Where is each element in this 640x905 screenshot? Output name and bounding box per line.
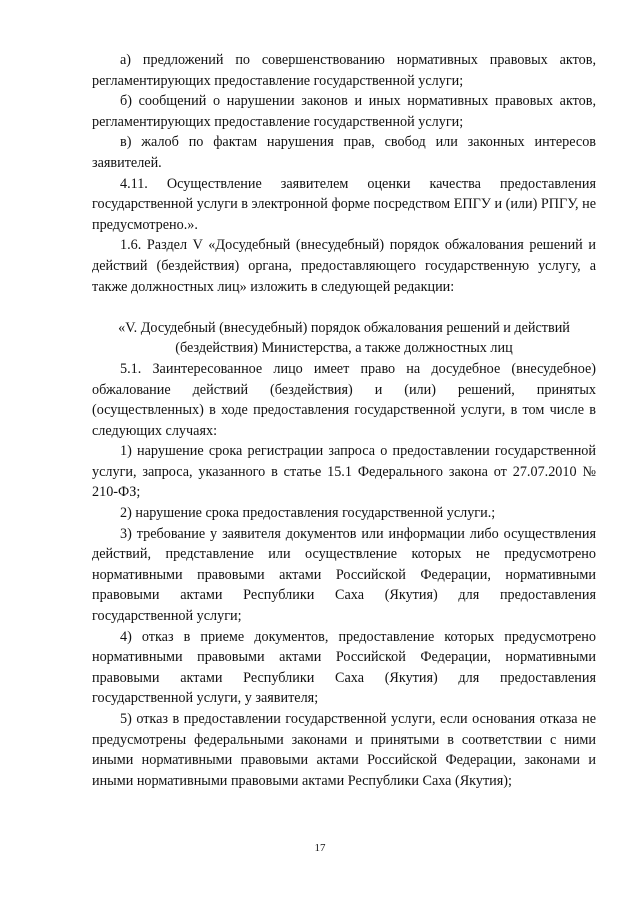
paragraph-5-1: 5.1. Заинтересованное лицо имеет право на досудебное (внесудебное) обжалование действий (бездействия) и (или) решений, принятых (осуществленных) в ходе предоставления государственной услуги, в том числе в следующих случаях: [92, 360, 596, 439]
list-item-2: 2) нарушение срока предоставления государственной услуги.; [120, 505, 496, 522]
paragraph-1-6: 1.6. Раздел V «Досудебный (внесудебный) порядок обжалования решений и действий (бездействия) органа, предоставляющего государственную услугу, а также должностных лиц» изложить в следующей редакции: [92, 237, 596, 295]
paragraph-item-b: б) сообщений о нарушении законов и иных нормативных правовых актов, регламентирующих предоставление государственной услуги; [92, 93, 596, 130]
paragraph-item-v: в) жалоб по фактам нарушения прав, свобод или законных интересов заявителей. [92, 134, 596, 171]
page-number: 17 [314, 842, 326, 854]
section-heading: «V. Досудебный (внесудебный) порядок обжалования решений и действий (бездействия) Министерства, а также должностных лиц [118, 319, 570, 357]
paragraph-item-a: а) предложений по совершенствованию нормативных правовых актов, регламентирующих предоставление государственной услуги; [92, 52, 596, 89]
list-item-1: 1) нарушение срока регистрации запроса о предоставлении государственной услуги, запроса, указанного в статье 15.1 Федерального закона от 27.07.2010 № 210-ФЗ; [92, 443, 596, 501]
blank-line [92, 297, 596, 318]
paragraph-4-11: 4.11. Осуществление заявителем оценки качества предоставления государственной услуги в электронной форме посредством ЕПГУ и (или) РПГУ, не предусмотрено.». [92, 175, 596, 233]
list-item-4: 4) отказ в приеме документов, предоставление которых предусмотрено нормативными правовыми актами Российской Федерации, нормативными правовыми актами Республики Саха (Якутия) для предоставления государственной услуги, у заявителя; [92, 628, 596, 707]
document-body [92, 50, 596, 791]
list-item-3: 3) требование у заявителя документов или информации либо осуществления действий, представление или осуществление которых не предусмотрено нормативными правовыми актами Российской Федерации, нормативными правовыми актами Республики Саха (Якутия) для предоставления государственной услуги; [92, 525, 596, 625]
list-item-5: 5) отказ в предоставлении государственной услуги, если основания отказа не предусмотрены федеральными законами и принятыми в соответствии с ними иными нормативными правовыми актами Российской Федерации, законами и иными нормативными правовыми актами Республики Саха (Якутия); [92, 711, 596, 789]
